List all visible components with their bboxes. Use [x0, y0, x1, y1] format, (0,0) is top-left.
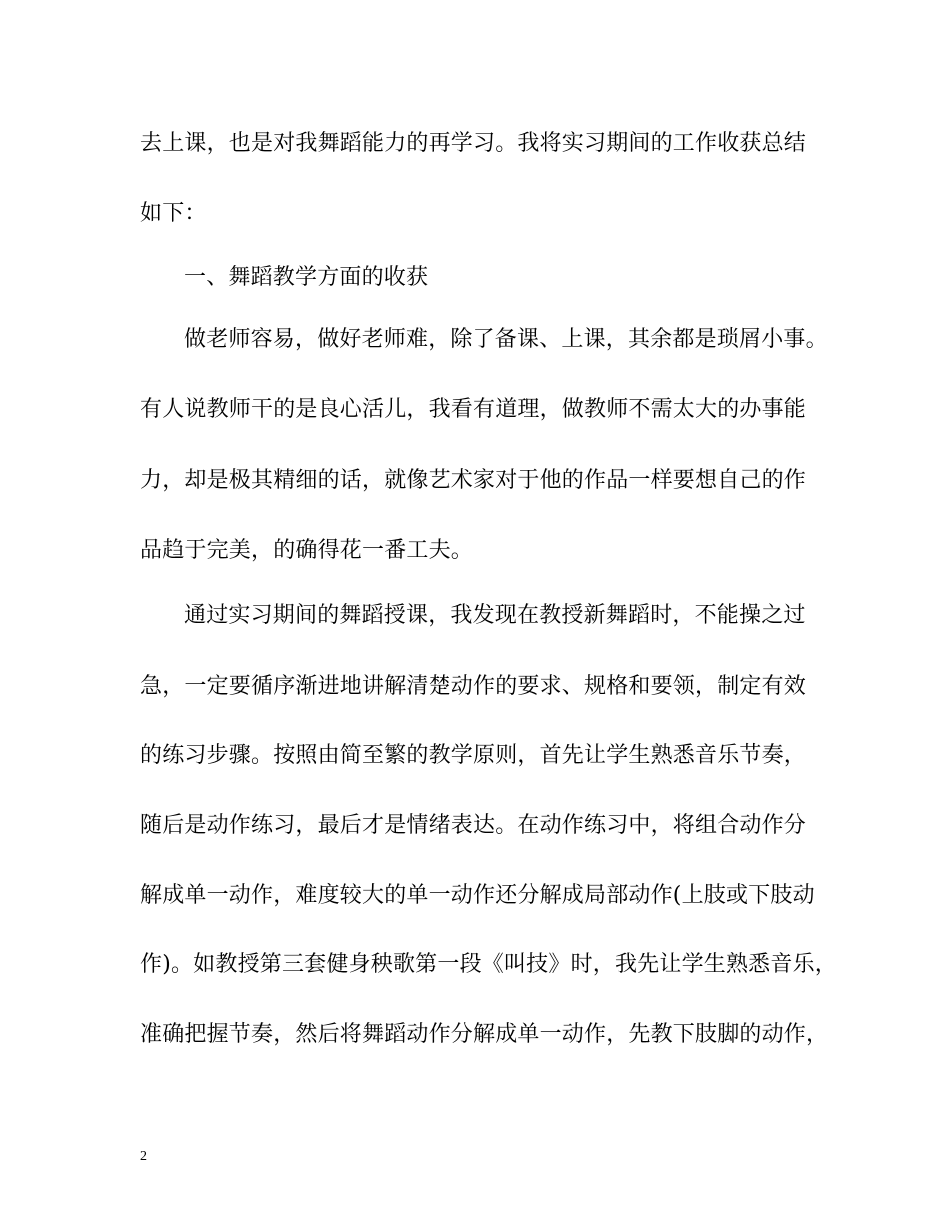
body-text-line: 随后是动作练习，最后才是情绪表达。在动作练习中，将组合动作分 [140, 813, 807, 838]
body-text-line: 品趋于完美，的确得花一番工夫。 [140, 538, 474, 563]
body-text-line: 准确把握节奏，然后将舞蹈动作分解成单一动作，先教下肢脚的动作， [140, 1022, 829, 1047]
body-text-line: 急，一定要循序渐进地讲解清楚动作的要求、规格和要领，制定有效 [140, 674, 807, 699]
paragraph-first-line: 做老师容易，做好老师难，除了备课、上课，其余都是琐屑小事。 [184, 327, 828, 352]
body-text-line: 有人说教师干的是良心活儿，我看有道理，做教师不需太大的办事能 [140, 397, 807, 422]
body-text-line: 去上课，也是对我舞蹈能力的再学习。我将实习期间的工作收获总结 [140, 131, 807, 156]
body-text-line: 如下： [140, 201, 207, 226]
body-text-line: 作)。如教授第三套健身秧歌第一段《叫技》时，我先让学生熟悉音乐， [140, 952, 837, 977]
page-number: 2 [140, 1149, 147, 1164]
paragraph-first-line: 通过实习期间的舞蹈授课，我发现在教授新舞蹈时，不能操之过 [184, 603, 806, 628]
body-text-line: 解成单一动作，难度较大的单一动作还分解成局部动作(上肢或下肢动 [140, 883, 815, 908]
section-heading: 一、舞蹈教学方面的收获 [184, 265, 429, 290]
body-text-line: 力，却是极其精细的话，就像艺术家对于他的作品一样要想自己的作 [140, 468, 807, 493]
body-text-line: 的练习步骤。按照由简至繁的教学原则，首先让学生熟悉音乐节奏， [140, 743, 807, 768]
